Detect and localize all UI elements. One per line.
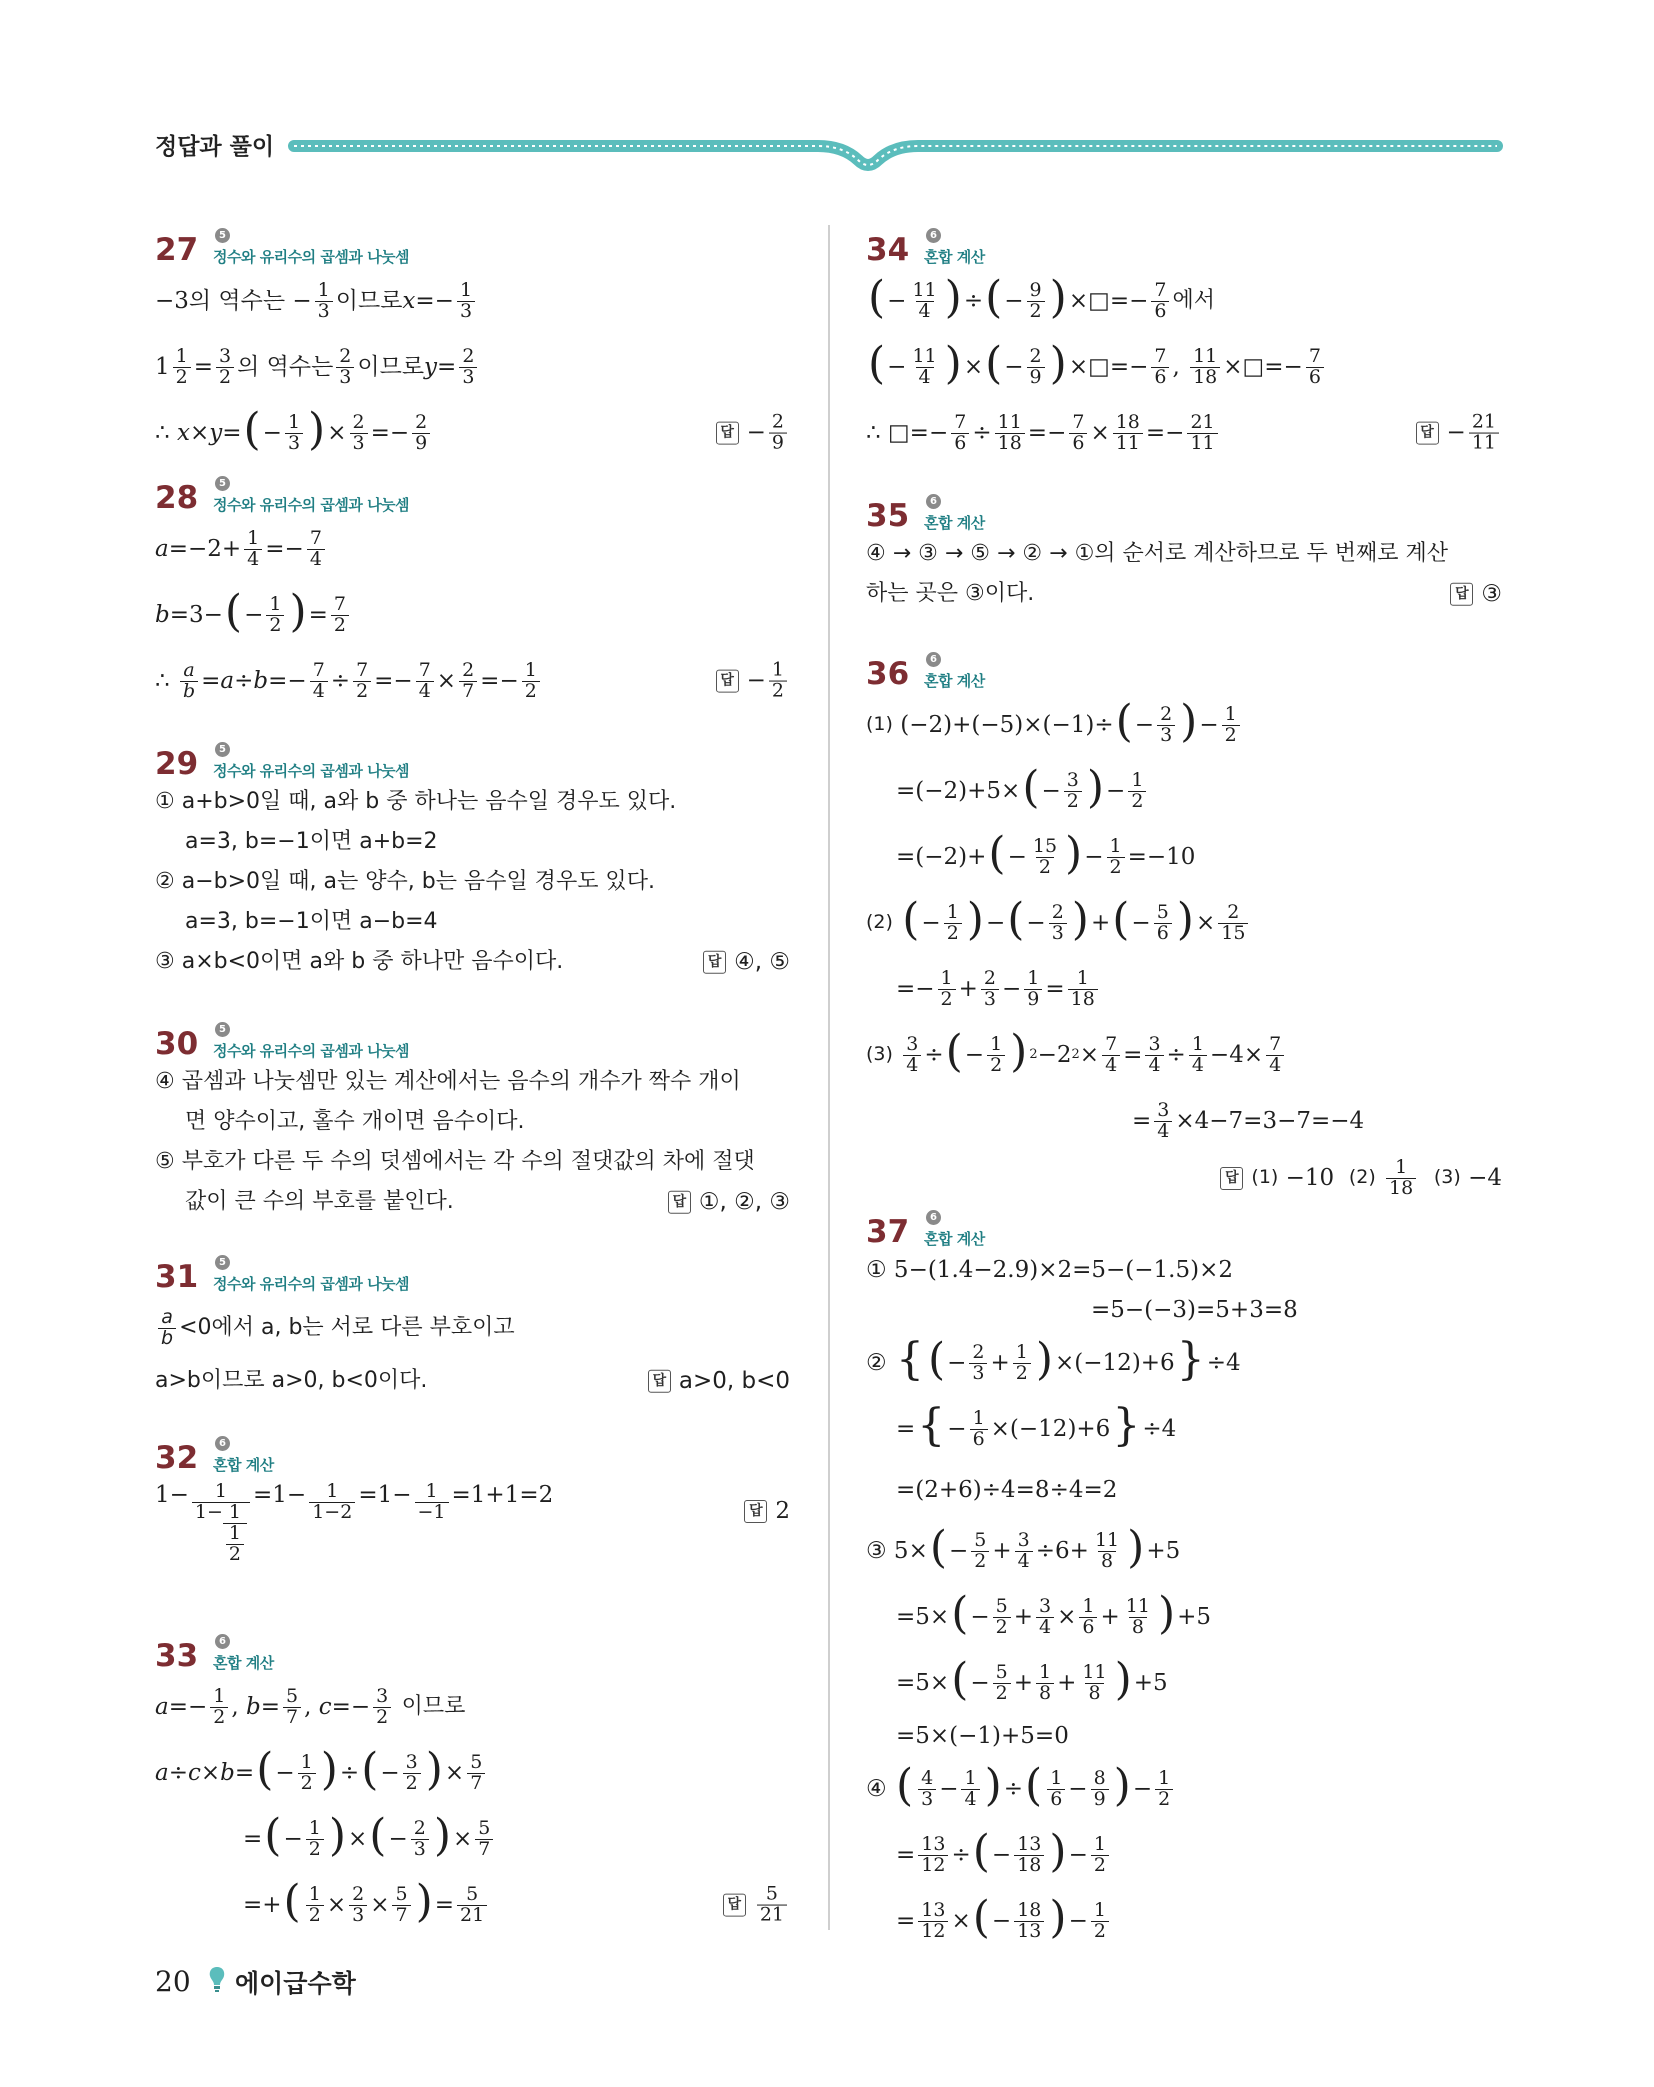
solution-line: a =−2+ $\frac{1}{4}$ =− $\frac{7}{4}$: [155, 516, 790, 582]
problem-topic: 정수와 유리수의 곱셈과 나눗셈: [213, 1275, 410, 1293]
solution-line: $\frac{a}{b}$ <0에서 a, b는 서로 다른 부호이고: [155, 1295, 790, 1361]
problem-topic: 혼합 계산: [924, 248, 985, 266]
problem-28: [155, 476, 790, 714]
problem-topic: 정수와 유리수의 곱셈과 나눗셈: [213, 1042, 410, 1060]
problem-header: [155, 228, 790, 268]
answer-label-icon: 답: [668, 1191, 691, 1214]
problem-33: [155, 1634, 790, 1938]
solution-line: = $\frac{13}{12}$ × ( − $\frac{18}{13}$ ) − $\frac{1}{2}$: [866, 1888, 1502, 1954]
solution-line: =+ ( $\frac{1}{2}$ × $\frac{2}{3}$ × $\frac{5}{7}$ ) = $\frac{5}{21}$ 답 $\frac{5}{21}$: [155, 1872, 790, 1938]
answer-line: [866, 1154, 1502, 1202]
solution-line: a ÷ c × b = ( − $\frac{1}{2}$ ) ÷ ( − $\frac{3}{2}$ ) × $\frac{5}{7}$: [155, 1740, 790, 1806]
answer-label-icon: 답: [716, 422, 739, 445]
solution-line: (2) ( − $\frac{1}{2}$ ) − ( − $\frac{2}{3}$ ) + ( − $\frac{5}{6}$ ) × $\frac{2}{15}$: [866, 890, 1502, 956]
solution-line: ∴ □=− $\frac{7}{6}$ ÷ $\frac{11}{18}$ =− $\frac{7}{6}$ × $\frac{18}{11}$ =− $\frac{21}{11}$ 답 − $\frac{21}{11}$: [866, 400, 1502, 466]
solution-text: a>b이므로 a>0, b<0이다.: [155, 1368, 428, 1394]
unit-badge: 5: [215, 228, 230, 243]
unit-badge: 6: [926, 652, 941, 667]
problem-37: [866, 1210, 1502, 1954]
problem-number: 34: [866, 232, 910, 268]
page-header-title: 정답과 풀이: [155, 134, 275, 160]
solution-line: = $\frac{13}{12}$ ÷ ( − $\frac{13}{18}$ ) − $\frac{1}{2}$: [866, 1822, 1502, 1888]
unit-badge: 5: [215, 1022, 230, 1037]
problem-header: [866, 228, 1502, 268]
answer-value: ③: [1481, 580, 1502, 607]
answer: 답 $\frac{5}{21}$: [723, 1885, 790, 1926]
unit-badge: 5: [215, 476, 230, 491]
solution-line: 면 양수이고, 홀수 개이면 음수이다.: [185, 1109, 525, 1135]
solution-line: ⑤ 부호가 다른 두 수의 덧셈에서는 각 수의 절댓값의 차에 절댓: [155, 1149, 755, 1175]
solution-line: ( − $\frac{11}{4}$ ) × ( − $\frac{2}{9}$ ) ×□=− $\frac{7}{6}$ , $\frac{11}{18}$ ×□=− $\frac{7}{6}$: [866, 334, 1502, 400]
problem-header: [155, 476, 790, 516]
solution-line: ( − $\frac{11}{4}$ ) ÷ ( − $\frac{9}{2}$ ) ×□=− $\frac{7}{6}$ 에서: [868, 272, 1215, 323]
solution-line: a=3, b=−1이면 a+b=2: [185, 829, 438, 855]
problem-number: 35: [866, 498, 910, 534]
problem-number: 32: [155, 1440, 199, 1476]
answer-label-icon: 답: [1450, 583, 1473, 606]
answer: [648, 1368, 790, 1394]
solution-line: ② { ( − $\frac{2}{3}$ + $\frac{1}{2}$ ) ×(−12)+6 } ÷4: [866, 1334, 1241, 1385]
unit-badge: 6: [926, 494, 941, 509]
solution-text: <0에서 a, b는 서로 다른 부호이고: [179, 1315, 515, 1341]
answer: 답 − $\frac{1}{2}$: [716, 661, 790, 702]
answer-label-icon: 답: [703, 951, 726, 974]
solution-text: 하는 곳은 ③이다.: [866, 581, 1035, 607]
problem-header: [866, 1210, 1502, 1250]
problem-header: [155, 1022, 790, 1062]
solution-line: ① 5−(1.4−2.9)×2=5−(−1.5)×2: [866, 1256, 1233, 1283]
solution-line: ④ → ③ → ⑤ → ② → ①의 순서로 계산하므로 두 번째로 계산: [866, 541, 1449, 567]
solution-line: =5× ( − $\frac{5}{2}$ + $\frac{3}{4}$ × $\frac{1}{6}$ + $\frac{11}{8}$ ) +5: [896, 1588, 1212, 1639]
problem-number: 28: [155, 480, 199, 516]
answer: 답 − $\frac{2}{9}$: [716, 413, 790, 454]
problem-number: 30: [155, 1026, 199, 1062]
answer: [703, 949, 790, 975]
answer-value: 2: [775, 1498, 790, 1524]
problem-header: [155, 742, 790, 782]
solution-line: −3의 역수는 − $\frac{1}{3}$ 이므로 x =− $\frac{1}{3}$: [155, 268, 790, 334]
solution-line: [155, 1182, 790, 1222]
solution-line: ∴ x × y = ( − $\frac{1}{3}$ ) × $\frac{2}{3}$ =− $\frac{2}{9}$ 답 − $\frac{2}{9}$: [155, 400, 790, 466]
solution-line: ④ ( $\frac{4}{3}$ − $\frac{1}{4}$ ) ÷ ( $\frac{1}{6}$ − $\frac{8}{9}$ ) − $\frac{1}{2}$: [866, 1756, 1502, 1822]
solution-line: ② a−b>0일 때, a는 양수, b는 음수일 경우도 있다.: [155, 869, 655, 895]
solution-line: ④ 곱셈과 나눗셈만 있는 계산에서는 음수의 개수가 짝수 개이: [155, 1069, 741, 1095]
answer-value: a>0, b<0: [678, 1367, 790, 1394]
problem-header: [155, 1255, 790, 1295]
solution-line: 1 $\frac{1}{2}$ = $\frac{3}{2}$ 의 역수는 $\frac{2}{3}$ 이므로 y = $\frac{2}{3}$: [155, 334, 790, 400]
solution-line: b =3− ( − $\frac{1}{2}$ ) = $\frac{7}{2}$: [155, 582, 790, 648]
problem-number: 31: [155, 1259, 199, 1295]
problem-topic: 정수와 유리수의 곱셈과 나눗셈: [213, 496, 410, 514]
unit-badge: 6: [926, 228, 941, 243]
solution-line: ∴ $\frac{a}{b}$ = a ÷ b =− $\frac{7}{4}$ ÷ $\frac{7}{2}$ =− $\frac{7}{4}$ × $\frac{2}{7}$ =− $\frac{1}{2}$ 답 − $\frac{1}{2}$: [155, 648, 790, 714]
answer-value: ①, ②, ③: [698, 1188, 790, 1215]
solution-line: [155, 1361, 790, 1401]
problem-number: 27: [155, 232, 199, 268]
problem-header: [866, 494, 1502, 534]
problem-29: [155, 742, 790, 982]
solution-line: =(−2)+5× ( − $\frac{3}{2}$ ) − $\frac{1}{2}$: [866, 758, 1502, 824]
problem-topic: 정수와 유리수의 곱셈과 나눗셈: [213, 762, 410, 780]
answer: [744, 1498, 790, 1524]
solution-line: =5× ( − $\frac{5}{2}$ + $\frac{1}{8}$ + $\frac{11}{8}$ ) +5: [896, 1654, 1168, 1705]
problem-topic: 혼합 계산: [213, 1456, 274, 1474]
answer: 답 (1) −10 (2) $\frac{1}{18}$ (3) −4: [1220, 1158, 1502, 1199]
solution-line: =− $\frac{1}{2}$ + $\frac{2}{3}$ − $\frac{1}{9}$ = $\frac{1}{18}$: [866, 956, 1502, 1022]
answer-label-icon: 답: [648, 1370, 671, 1393]
solution-line: [866, 574, 1502, 614]
answer-label-icon: 답: [723, 1894, 746, 1917]
unit-badge: 6: [215, 1634, 230, 1649]
solution-line: = $\frac{3}{4}$ ×4−7=3−7=−4: [1132, 1098, 1365, 1142]
answer: [668, 1189, 790, 1215]
unit-badge: 5: [215, 742, 230, 757]
solution-line: [155, 942, 790, 982]
problem-number: 36: [866, 656, 910, 692]
problem-32: [155, 1436, 790, 1602]
column-divider: [828, 225, 830, 1930]
solution-line: =(−2)+ ( − $\frac{15}{2}$ ) − $\frac{1}{2}$ =−10: [896, 828, 1196, 879]
problem-36: [866, 652, 1502, 1202]
solution-text: 값이 큰 수의 부호를 붙인다.: [185, 1189, 454, 1215]
solution-line: (1) (−2)+(−5)×(−1)÷ ( − $\frac{2}{3}$ ) − $\frac{1}{2}$: [866, 692, 1502, 758]
solution-line: a=3, b=−1이면 a−b=4: [185, 909, 438, 935]
solution-line: =5×(−1)+5=0: [896, 1722, 1069, 1749]
unit-badge: 6: [215, 1436, 230, 1451]
answer-label-icon: 답: [744, 1500, 767, 1523]
answer-label-icon: 답: [1220, 1167, 1243, 1190]
problem-number: 29: [155, 746, 199, 782]
page-number: 20: [155, 1965, 191, 1998]
solution-line: 1− 1 1− $\frac{1}{\frac{1}{2}}$ =1− $\frac{1}{1-2}$ =1− $\frac{1}{-1}$ =1+1=2 답 2: [155, 1480, 790, 1565]
answer: 답 − $\frac{21}{11}$: [1416, 413, 1502, 454]
book-title: 에이급수학: [235, 1969, 356, 1998]
answer-value: ④, ⑤: [734, 948, 790, 975]
answer-label-icon: 답: [716, 670, 739, 693]
unit-badge: 5: [215, 1255, 230, 1270]
problem-31: [155, 1255, 790, 1401]
solution-line: ③ 5× ( − $\frac{5}{2}$ + $\frac{3}{4}$ ÷6+ $\frac{11}{8}$ ) +5: [866, 1522, 1181, 1573]
solution-line: =5−(−3)=5+3=8: [1091, 1296, 1298, 1323]
problem-topic: 혼합 계산: [924, 672, 985, 690]
solution-text: ③ a×b<0이면 a와 b 중 하나만 음수이다.: [155, 949, 564, 975]
answer: [1450, 581, 1502, 607]
problem-30: [155, 1022, 790, 1222]
solution-line: = ( − $\frac{1}{2}$ ) × ( − $\frac{2}{3}$ ) × $\frac{5}{7}$: [155, 1806, 790, 1872]
problem-header: [155, 1436, 790, 1476]
unit-badge: 6: [926, 1210, 941, 1225]
header-decoration-bar: [288, 128, 1503, 180]
problem-34: [866, 228, 1502, 466]
problem-topic: 정수와 유리수의 곱셈과 나눗셈: [213, 248, 410, 266]
solution-line: =(2+6)÷4=8÷4=2: [896, 1476, 1118, 1503]
problem-number: 37: [866, 1214, 910, 1250]
problem-27: [155, 228, 790, 466]
problem-topic: 혼합 계산: [924, 1230, 985, 1248]
problem-header: [866, 652, 1502, 692]
problem-header: [155, 1634, 790, 1674]
answer-label-icon: 답: [1416, 422, 1439, 445]
solution-line: (3) $\frac{3}{4}$ ÷ ( − $\frac{1}{2}$ ) 2 −2 2 × $\frac{7}{4}$ = $\frac{3}{4}$ ÷ $\frac{1}{4}$ −4× $\frac{7}{4}$: [866, 1022, 1502, 1088]
problem-number: 33: [155, 1638, 199, 1674]
lightbulb-icon: [207, 1965, 227, 1995]
problem-35: [866, 494, 1502, 614]
problem-topic: 혼합 계산: [213, 1654, 274, 1672]
solution-line: = { − $\frac{1}{6}$ ×(−12)+6 } ÷4: [896, 1400, 1177, 1451]
solution-line: a =− $\frac{1}{2}$ , b = $\frac{5}{7}$ , c =− $\frac{3}{2}$ 이므로: [155, 1684, 466, 1728]
solution-line: ① a+b>0일 때, a와 b 중 하나는 음수일 경우도 있다.: [155, 789, 677, 815]
problem-topic: 혼합 계산: [924, 514, 985, 532]
